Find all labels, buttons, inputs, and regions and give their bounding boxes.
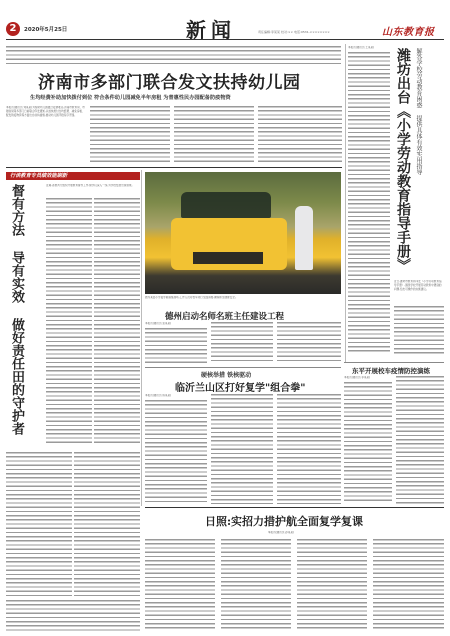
commentary-col-1 — [46, 198, 92, 446]
story-dongping-col-1 — [344, 382, 392, 504]
story-rizhao-col-4 — [373, 539, 444, 631]
commentary-banner — [6, 172, 140, 180]
commentary-banner-text: 行谈教育专员绩效能刷新 — [10, 173, 68, 179]
story-rizhao — [145, 509, 444, 633]
right-column-divider — [345, 44, 346, 362]
page-header — [0, 0, 450, 44]
commentary-footer-text — [6, 600, 140, 632]
top-story — [6, 44, 346, 166]
story-linyi-col-3 — [277, 394, 341, 504]
top-story-lead: 本报讯(通讯员 刘某某)为帮助幼儿园渡过疫情难关,济南市教育局、市财政局等多部门日前联合印发通知,从加快拨付生均经费、减免房租、配发防疫物资等方面出台扶持措施,推动幼儿园平稳有序开园。 — [6, 106, 85, 118]
commentary-bottom-col-2 — [74, 452, 140, 598]
editor-line: 责任编辑:李某某 校对:×× 电话:0531-×××××××× — [258, 30, 330, 34]
story-linyi-kicker: 硬核举措 铁核驱动 — [201, 372, 252, 379]
story-linyi — [145, 370, 341, 506]
story-linyi-title: 临沂兰山区打好复学"组合拳" — [175, 383, 306, 394]
story-linyi-byline: 本报讯(通讯员 陈某某) — [145, 394, 172, 397]
news-photo — [145, 172, 341, 294]
top-story-subtitle: 生均经费补助加快拨付到位 符合条件幼儿园减免半年房租 为普惠性民办园配备防疫物资 — [30, 95, 231, 101]
right-feature-subtitle: 解答学校劳动教育困惑 提供具体有效实用指导 — [415, 48, 422, 175]
story-dezhou-col-1 — [145, 328, 207, 364]
story-dongping-title: 东平开展校车疫情防控演练 — [352, 367, 430, 375]
rizhao-top-rule — [145, 507, 444, 508]
story-dezhou-col-3 — [277, 322, 341, 364]
top-story-column-4 — [258, 106, 342, 162]
top-story-title: 济南市多部门联合发文扶持幼儿园 — [38, 73, 301, 93]
story-rizhao-col-1 — [145, 539, 215, 631]
right-feature-col-right — [394, 306, 444, 354]
issue-date: 2020年5月25日 — [24, 27, 68, 33]
bus-grille — [193, 252, 263, 264]
right-feature-col-left — [348, 52, 390, 352]
top-story-pre-text — [6, 46, 341, 66]
story-rizhao-byline: 本报讯(通讯员 孙某某) — [267, 531, 295, 534]
masthead-logo: 山东教育报 — [382, 27, 435, 38]
story-dongping-byline: 本报讯(通讯员 李某某) — [344, 376, 371, 379]
disinfect-worker — [295, 206, 313, 270]
dezhou-bottom-rule — [145, 367, 341, 368]
top-story-bottom-rule — [6, 167, 342, 168]
photo-caption: 图为某县小学复学前演练现场,工作人员对校车进行全面消毒,确保师生健康安全。 — [145, 296, 238, 299]
page-number-badge: 2 — [6, 22, 20, 36]
story-dezhou — [145, 310, 341, 366]
story-rizhao-col-3 — [297, 539, 367, 631]
bus-windshield — [181, 192, 271, 218]
story-linyi-col-2 — [211, 394, 273, 504]
right-feature-byline: 本报讯(通讯员 王某某) — [348, 46, 375, 49]
story-rizhao-title: 日照:实招力措护航全面复学复课 — [205, 515, 364, 528]
commentary-title: 督有方法 导有实效 做好责任田的守护者 — [9, 184, 24, 435]
top-story-column-2 — [90, 106, 170, 162]
commentary — [6, 170, 140, 598]
right-feature — [348, 44, 444, 362]
header-rule — [6, 39, 444, 40]
section-title: 新闻 — [186, 18, 236, 42]
top-story-column-3 — [174, 106, 254, 162]
story-dongping — [344, 364, 444, 506]
dongping-top-rule — [344, 362, 444, 363]
right-feature-title: 潍坊出台《小学劳动教育指导手册》 — [395, 48, 411, 272]
story-dongping-col-2 — [396, 376, 444, 504]
commentary-body: 近期,省教育厅组织开展教育督导工作,督学们深入一线,为学校发展出谋划策。 — [46, 184, 135, 187]
story-dezhou-byline: 本报讯(通讯员 张某某) — [145, 322, 172, 325]
story-rizhao-col-2 — [221, 539, 291, 631]
right-feature-body: 近日,潍坊市教育局印发《小学劳动教育指导手册》,围绕学校开展劳动教育中遇到的问题,给出可操作的实施建议。 — [394, 280, 442, 292]
commentary-divider — [141, 170, 142, 506]
story-linyi-col-1 — [145, 400, 207, 504]
commentary-bottom-col-1 — [6, 452, 72, 598]
story-dezhou-col-2 — [211, 322, 273, 364]
story-dezhou-title: 德州启动名师名班主任建设工程 — [165, 312, 285, 322]
commentary-col-2 — [94, 198, 140, 446]
